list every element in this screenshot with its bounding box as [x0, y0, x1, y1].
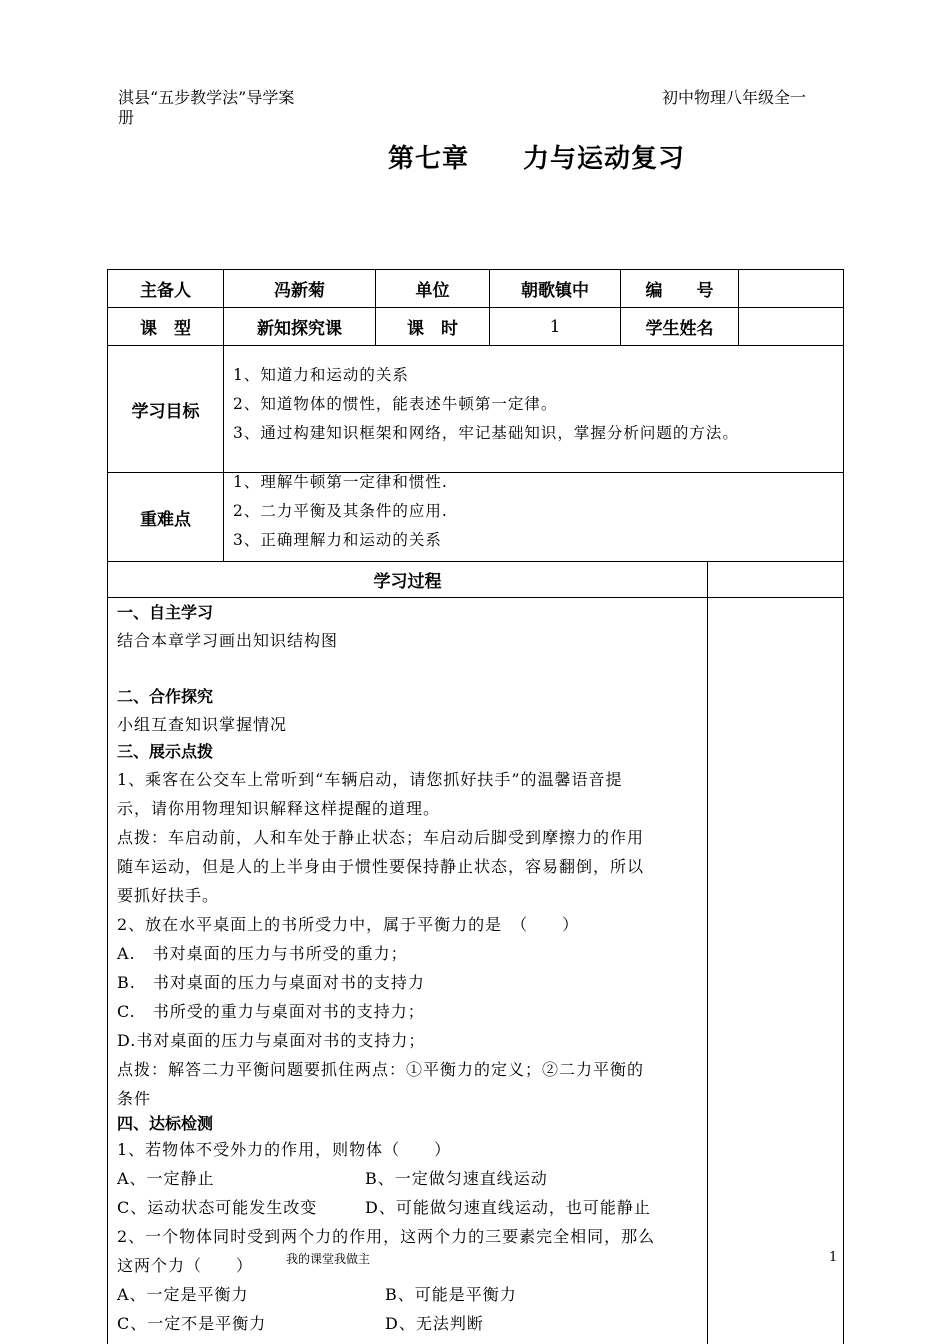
option: A、一定是平衡力: [117, 1285, 249, 1304]
list-item: 1、知道力和运动的关系: [233, 366, 409, 384]
question-line: 2、一个物体同时受到两个力的作用，这两个力的三要素完全相同，那么: [117, 1227, 656, 1246]
option-line: B. 书对桌面的压力与桌面对书的支持力: [117, 973, 425, 992]
learning-goals-list: [233, 361, 739, 448]
hint-line: 条件: [117, 1089, 152, 1108]
section-heading: 二、合作探究: [117, 687, 214, 706]
label-unit: 单位: [415, 281, 450, 301]
header-right: 初中物理八年级全一: [662, 88, 807, 107]
list-item: 2、二力平衡及其条件的应用.: [233, 502, 448, 520]
option: C、一定不是平衡力: [117, 1314, 267, 1333]
hint-line: 点拨：车启动前，人和车处于静止状态；车启动后脚受到摩擦力的作用: [117, 828, 645, 847]
value-periods: 1: [549, 316, 561, 337]
table-line: [107, 597, 844, 598]
value-student-name[interactable]: [739, 308, 843, 345]
option-row: [117, 1309, 705, 1338]
paragraph: 结合本章学习画出知识结构图: [117, 631, 339, 650]
value-lesson-type: 新知探究课: [257, 319, 342, 339]
value-unit: 朝歌镇中: [521, 281, 589, 301]
value-preparer: 冯新菊: [274, 281, 325, 301]
option-row: [117, 1280, 705, 1309]
option: C、运动状态可能发生改变: [117, 1198, 318, 1217]
paragraph: 小组互查知识掌握情况: [117, 715, 288, 734]
page-number: 1: [829, 1250, 838, 1265]
option-line: D.书对桌面的压力与桌面对书的支持力；: [117, 1031, 426, 1050]
question-line: 1、乘客在公交车上常听到“车辆启动，请您抓好扶手”的温馨语音提: [117, 770, 623, 789]
question-line: 这两个力（ ）: [117, 1256, 254, 1275]
option-line: A. 书对桌面的压力与书所受的重力；: [117, 944, 408, 963]
label-key-points: 重难点: [140, 509, 191, 530]
section-heading: 一、自主学习: [117, 603, 214, 622]
option: D、无法判断: [385, 1314, 484, 1333]
table-border-right: [843, 269, 844, 1344]
option-line: C. 书所受的重力与桌面对书的支持力；: [117, 1002, 425, 1021]
header-left-text: 淇县“五步教学法”导学案: [118, 88, 295, 107]
label-learning-process: 学习过程: [373, 572, 442, 592]
option-row: [117, 1193, 705, 1222]
key-points-list: [233, 468, 448, 555]
page-footer: 我的课堂我做主: [286, 1252, 371, 1266]
list-item: 3、通过构建知识框架和网络，牢记基础知识，掌握分析问题的方法。: [233, 424, 739, 442]
label-learning-goals: 学习目标: [131, 401, 200, 422]
hint-line: 随车运动，但是人的上半身由于惯性要保持静止状态，容易翻倒，所以: [117, 857, 645, 876]
page-title: 第七章 力与运动复习: [388, 144, 686, 174]
section-heading: 三、展示点拨: [117, 742, 214, 761]
label-periods: 课 时: [407, 319, 458, 339]
header-left: [118, 88, 418, 128]
table-line: [707, 561, 708, 1344]
label-lesson-type: 课 型: [140, 319, 191, 339]
hint-line: 点拨：解答二力平衡问题要抓住两点：①平衡力的定义；②二力平衡的: [117, 1060, 645, 1079]
option: B、可能是平衡力: [385, 1285, 517, 1304]
option: B、一定做匀速直线运动: [365, 1169, 548, 1188]
option: D、可能做匀速直线运动，也可能静止: [365, 1198, 651, 1217]
list-item: 2、知道物体的惯性，能表述牛顿第一定律。: [233, 395, 558, 413]
hint-line: 要抓好扶手。: [117, 886, 220, 905]
label-student-name: 学生姓名: [645, 319, 714, 339]
option: A、一定静止: [117, 1169, 215, 1188]
header-left-wrap: 册: [118, 108, 135, 127]
section-heading: 四、达标检测: [117, 1114, 214, 1133]
list-item: 3、正确理解力和运动的关系: [233, 531, 442, 549]
list-item: 1、理解牛顿第一定律和惯性.: [233, 473, 448, 491]
label-preparer: 主备人: [140, 281, 191, 301]
option-row: [117, 1164, 705, 1193]
learning-process-body: [117, 600, 705, 1338]
question-line: 1、若物体不受外力的作用，则物体（ ）: [117, 1140, 452, 1159]
label-number: 编 号: [645, 281, 714, 301]
question-line: 2、放在水平桌面上的书所受力中，属于平衡力的是 （ ）: [117, 915, 580, 934]
value-number[interactable]: [739, 270, 843, 307]
question-line: 示，请你用物理知识解释这样提醒的道理。: [117, 799, 441, 818]
